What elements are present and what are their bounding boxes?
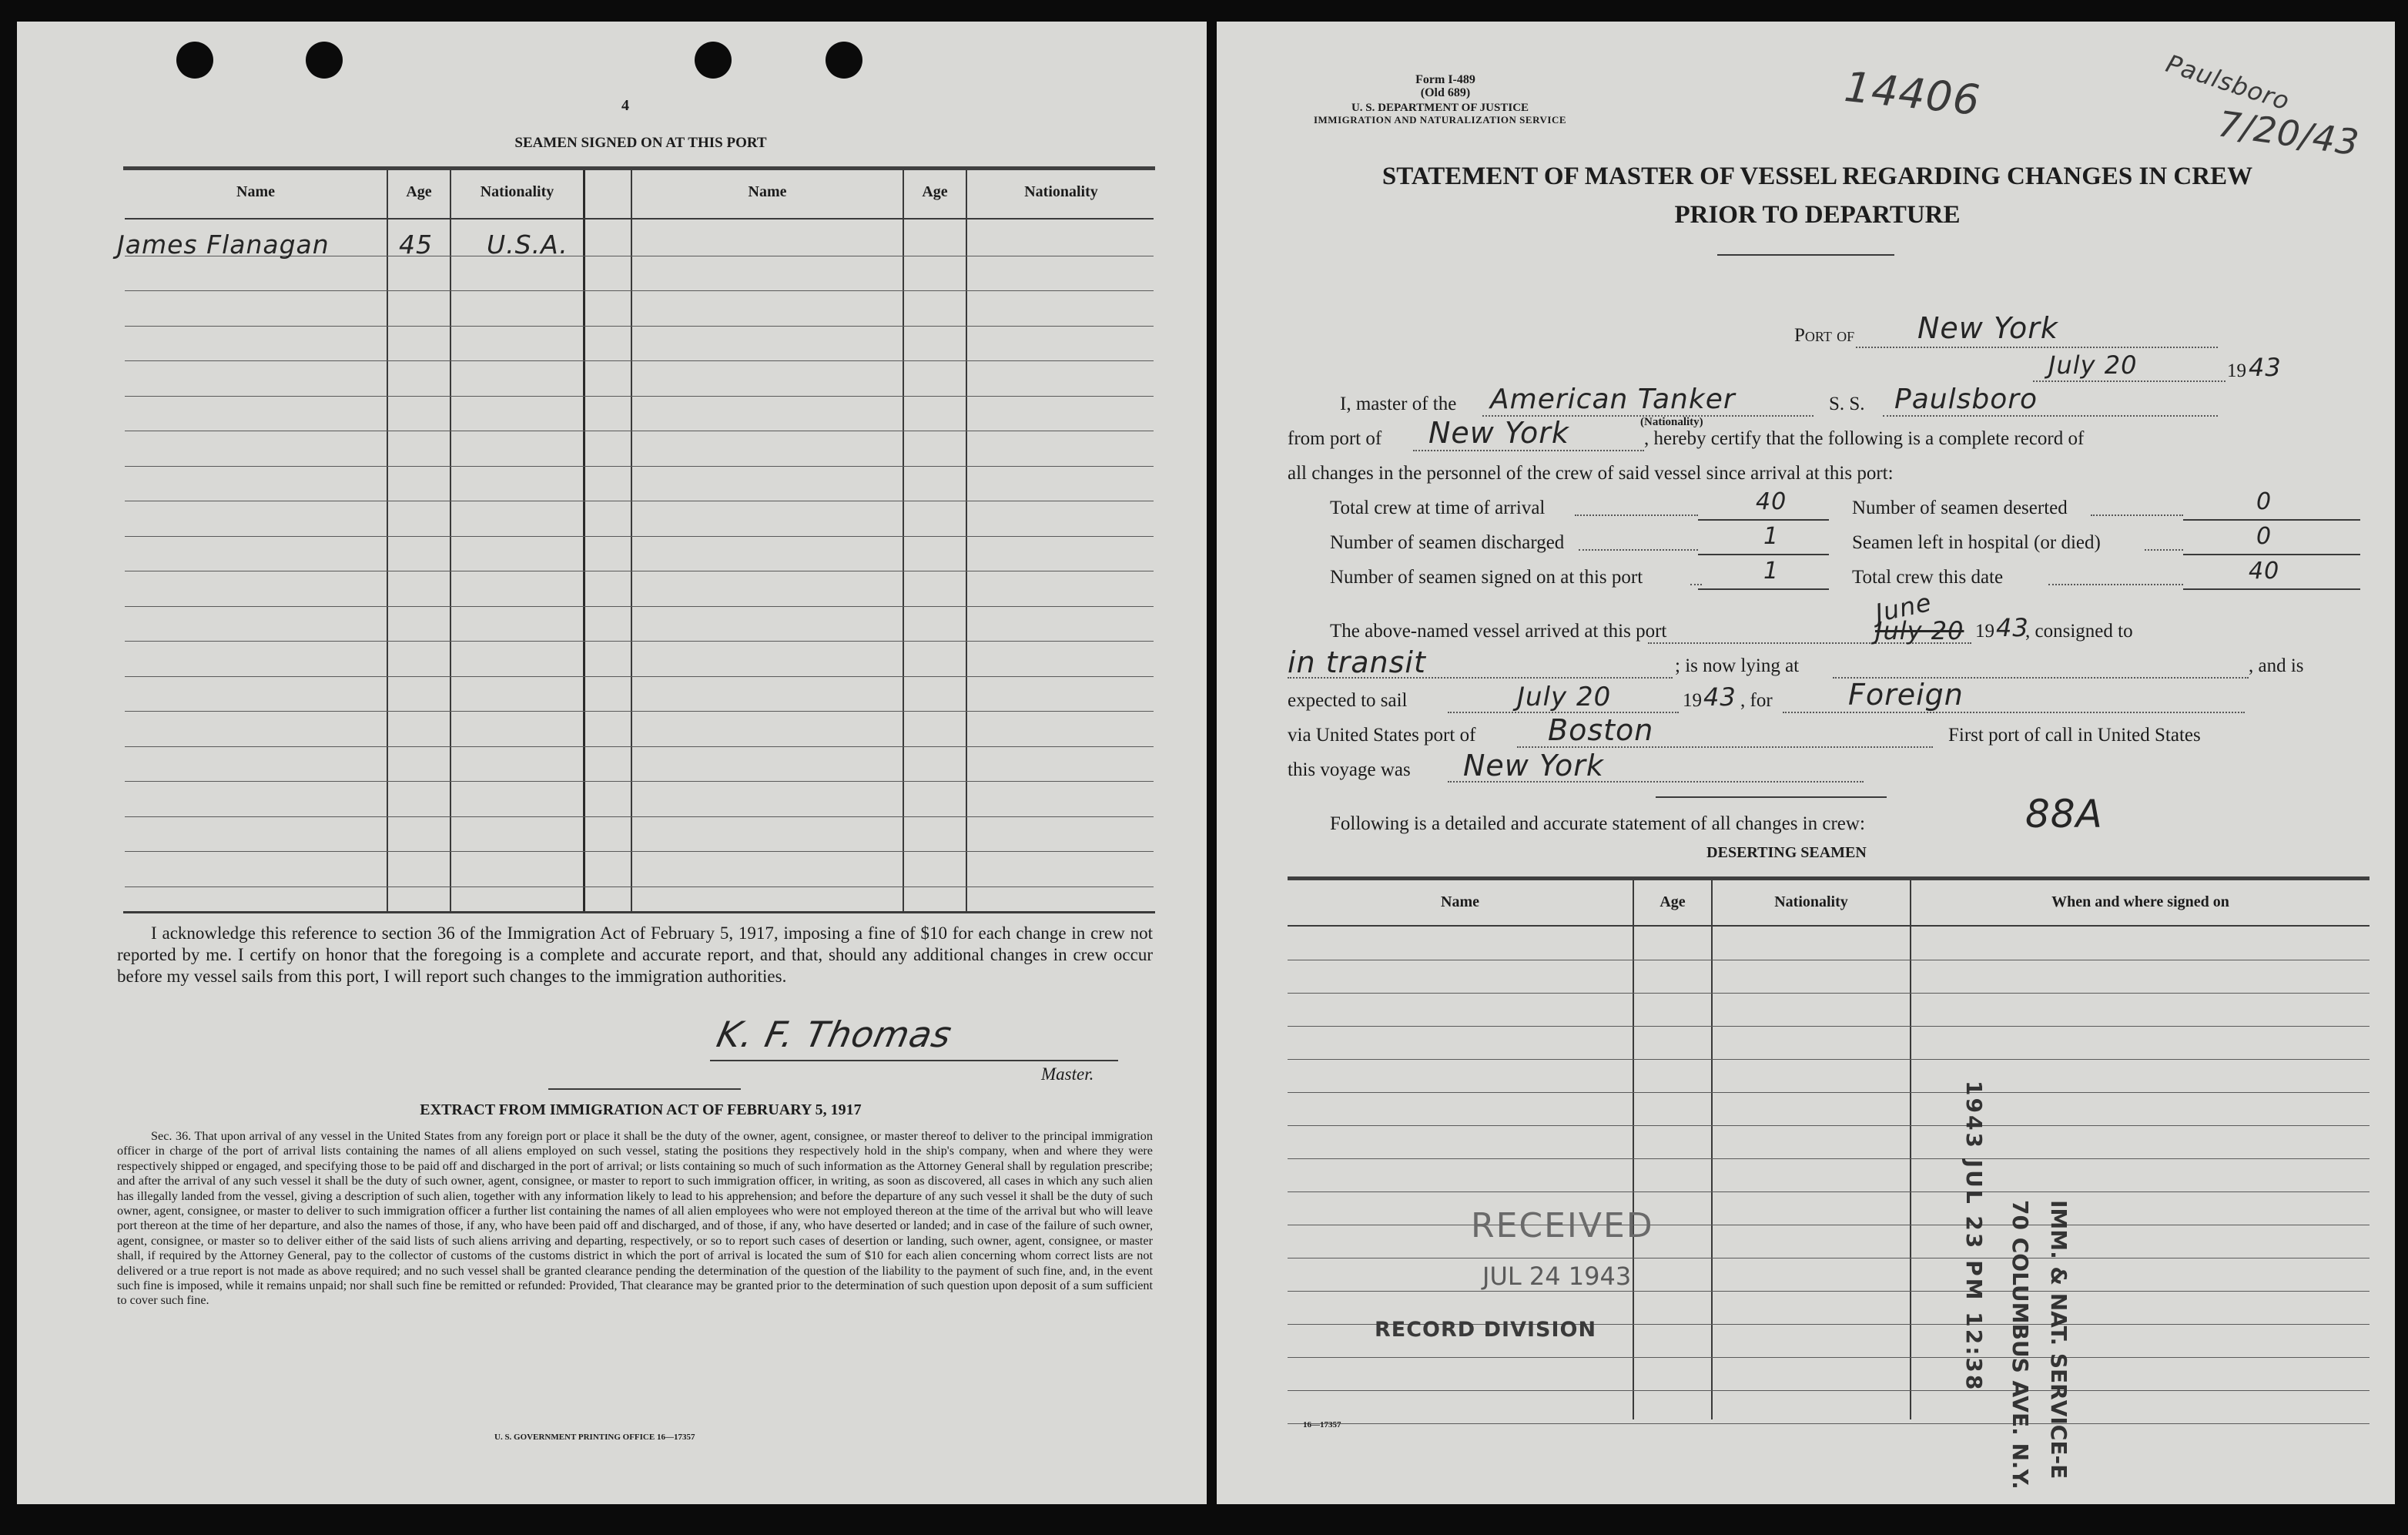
via-value: Boston	[1548, 713, 1654, 747]
nationality-caption: (Nationality)	[1640, 416, 1703, 428]
col-divider	[1633, 880, 1634, 1419]
table-cell-name: James Flanagan	[117, 230, 330, 260]
table-row-line	[125, 606, 1154, 607]
col-divider	[450, 170, 451, 911]
from-port-label: from port of	[1288, 428, 1382, 449]
dot-leader	[1690, 584, 1702, 585]
certification-text: I acknowledge this reference to section 36 of the Immigration Act of February 5, 1917, imposing a fine of $10 for each change in crew not reported by me. I certify on honor that the foregoing is a complete and accurate report, and that, should any additional changes in crew occur before my vessel sails from this port, I will report such changes to the immigration authorities.	[117, 923, 1153, 986]
stat-label: Seamen left in hospital (or died)	[1852, 532, 2101, 553]
consignee-value: in transit	[1288, 645, 1426, 679]
divider	[548, 1088, 741, 1090]
year-value: 43	[2249, 353, 2282, 382]
divider	[1656, 796, 1887, 798]
fill-line	[1856, 347, 2218, 348]
col-divider	[1910, 880, 1911, 1419]
stat-value: 0	[2256, 523, 2272, 550]
signature-title: Master.	[1041, 1064, 1094, 1084]
master-label: I, master of the	[1340, 394, 1457, 414]
master-signature: K. F. Thomas	[713, 1014, 956, 1055]
fill-line	[2033, 380, 2225, 382]
table-row-line	[125, 746, 1154, 747]
arrived-value: July 20	[1875, 616, 1964, 645]
deserting-title: DESERTING SEAMEN	[1706, 844, 1867, 861]
dot-leader	[1575, 514, 1698, 516]
col-divider	[1711, 880, 1713, 1419]
col-divider	[583, 170, 585, 911]
stat-value: 1	[1763, 523, 1780, 550]
handwritten-number: 14406	[1842, 62, 1983, 126]
col-header-age: Age	[922, 183, 948, 200]
table-row-line	[125, 326, 1154, 327]
stat-value: 0	[2256, 488, 2272, 515]
table-bottom-rule	[123, 911, 1155, 913]
ship-value: Paulsboro	[1894, 384, 2038, 415]
fill-line	[2183, 588, 2360, 590]
consigned-label: , consigned to	[2025, 621, 2133, 642]
table-row-line	[125, 816, 1154, 817]
record-division-stamp: RECORD DIVISION	[1375, 1318, 1597, 1342]
stat-label: Number of seamen signed on at this port	[1330, 567, 1643, 588]
received-stamp-date: JUL 24 1943	[1482, 1262, 1632, 1291]
port-value: New York	[1917, 311, 2058, 345]
date-value: July 20	[2048, 350, 2138, 380]
table-top-rule	[1288, 876, 2369, 880]
col-header-when-where: When and where signed on	[2051, 893, 2229, 910]
table-row-line	[1288, 1158, 2369, 1159]
sail-value: July 20	[1517, 682, 1612, 712]
col-header-nationality: Nationality	[1024, 183, 1098, 200]
stat-value: 1	[1763, 558, 1780, 585]
col-header-age: Age	[406, 183, 432, 200]
punch-hole	[695, 42, 732, 79]
port-label: Port of	[1794, 325, 1855, 346]
extract-text: Sec. 36. That upon arrival of any vessel in the United States from any foreign port or place it shall be the duty of the owner, agent, consignee, or master thereof to deliver to the principal immigration officer in charge of the port of arrival lists containing the names of all aliens employed on such vessel, stating the positions they respectively hold in the ship's company, when and where they were respectively shipped or engaged, and specifying those to be paid off and discharged in the port of arrival; or lists containing so much of such information as the Attorney General shall by regulation prescribe; and after the arrival of any such vessel it shall be the duty of such owner, agent, consignee, or master to report to such immigration officer, in writing, as soon as discovered, all cases in which any such alien has illegally landed from the vessel, giving a description of such alien, together with any information likely to lead to his apprehension; and before the departure of any such vessel it shall be the duty of such owner, agent, consignee, or master to deliver to such immigration officer a further list containing the names of all alien employees who were not employed thereon at the time of the arrival but who will leave port thereon at the time of her departure, and also the names of those, if any, who have been paid off and discharged, and of those, if any, who have deserted or landed; and in case of the failure of such owner, agent, consignee, or master so to deliver either of the said lists of such aliens arriving and departing, respectively, or so to report such cases of desertion or landing, such owner, agent, consignee, or master shall, if required by the Attorney General, pay to the collector of customs of the customs district in which the port of arrival is located the sum of $10 for each alien concerning whom correct lists are not delivered or a true report is not made as above required; and no such vessel shall be granted clearance pending the determination of the question of the liability to the payment of such fine, and, in the event such fine is imposed, while it remains unpaid; nor shall such fine be remitted or refunded: Provided, That clearance may be granted prior to the determination of such question upon deposit of a sum sufficient to cover such fine.	[117, 1129, 1153, 1308]
signature-line	[710, 1060, 1118, 1061]
form-title: STATEMENT OF MASTER OF VESSEL REGARDING CHANGES IN CREW	[1382, 163, 2253, 190]
stat-label: Number of seamen deserted	[1852, 498, 2068, 518]
year-prefix: 19	[1975, 621, 1994, 642]
stat-value: 40	[2249, 558, 2280, 585]
voyage-label: this voyage was	[1288, 759, 1411, 780]
col-header-nationality: Nationality	[1774, 893, 1848, 910]
dot-leader	[2145, 549, 2183, 551]
fill-line	[1698, 519, 1829, 521]
right-page	[1217, 22, 2395, 1504]
nationality-value: American Tanker	[1490, 384, 1736, 415]
table-row-line	[125, 676, 1154, 677]
service: IMMIGRATION AND NATURALIZATION SERVICE	[1313, 114, 1567, 126]
certify-text-2: all changes in the personnel of the crew of said vessel since arrival at this port:	[1288, 463, 1894, 484]
table-row-line	[1288, 1390, 2369, 1391]
fill-line	[1698, 588, 1829, 590]
form-old-number: (Old 689)	[1420, 86, 1471, 99]
divider	[1717, 254, 1894, 256]
handwritten-date-note: 7/20/43	[2215, 102, 2363, 164]
punch-hole	[176, 42, 213, 79]
table-row-line	[125, 466, 1154, 467]
table-row-line	[1288, 1026, 2369, 1027]
lying-label: ; is now lying at	[1675, 655, 1800, 676]
via-label: via United States port of	[1288, 725, 1476, 746]
handwritten-code: 88A	[2025, 792, 2103, 836]
table-row-line	[125, 886, 1154, 887]
year-prefix: 19	[2227, 360, 2246, 381]
header-rule	[125, 218, 1154, 220]
col-header-name: Name	[1441, 893, 1479, 910]
table-row-line	[1288, 1357, 2369, 1358]
fill-line	[2183, 519, 2360, 521]
fill-line	[1698, 554, 1829, 555]
table-cell-age: 45	[399, 230, 433, 260]
fill-line	[2183, 554, 2360, 555]
for-label: , for	[1740, 690, 1773, 711]
voyage-value: New York	[1463, 749, 1604, 783]
destination-value: Foreign	[1848, 678, 1964, 712]
col-divider	[966, 170, 967, 911]
header-rule	[1288, 925, 2369, 927]
fill-line	[1783, 712, 2245, 713]
col-divider	[387, 170, 388, 911]
table-row-line	[125, 781, 1154, 782]
table-row-line	[1288, 1092, 2369, 1093]
section-title: SEAMEN SIGNED ON AT THIS PORT	[514, 135, 767, 151]
form-number: Form I-489	[1415, 73, 1475, 86]
col-header-age: Age	[1659, 893, 1686, 910]
ss-label: S. S.	[1829, 394, 1865, 414]
footer-code: 16—17357	[1303, 1420, 1341, 1429]
sail-year: 43	[1703, 682, 1737, 712]
table-row-line	[1288, 1423, 2369, 1424]
fill-line	[1883, 415, 2218, 417]
arrived-year: 43	[1996, 613, 2029, 642]
table-row-line	[125, 641, 1154, 642]
department: U. S. DEPARTMENT OF JUSTICE	[1351, 102, 1529, 114]
stat-label: Total crew at time of arrival	[1330, 498, 1546, 518]
table-row-line	[1288, 1191, 2369, 1192]
stat-label: Total crew this date	[1852, 567, 2004, 588]
arrived-label: The above-named vessel arrived at this port	[1330, 621, 1667, 642]
service-stamp-line-1: IMM. & NAT. SERVICE-E	[2046, 1200, 2071, 1480]
dot-leader	[1579, 549, 1698, 551]
service-stamp-line-2: 70 COLUMBUS AVE. N.Y.	[2008, 1200, 2033, 1490]
and-is-label: , and is	[2249, 655, 2304, 676]
form-id	[1384, 73, 1507, 99]
table-row-line	[125, 290, 1154, 291]
handwritten-ship-note: Paulsboro	[2162, 49, 2294, 116]
table-row-line	[125, 396, 1154, 397]
arrived-correction: June	[1872, 587, 1934, 628]
stat-label: Number of seamen discharged	[1330, 532, 1565, 553]
dot-leader	[2091, 514, 2183, 516]
punch-hole	[826, 42, 862, 79]
year-prefix: 19	[1683, 690, 1702, 711]
extract-title: EXTRACT FROM IMMIGRATION ACT OF FEBRUARY 5, 1917	[420, 1101, 862, 1118]
page-number: 4	[621, 97, 629, 114]
table-row-line	[125, 536, 1154, 537]
table-row-line	[1288, 1125, 2369, 1126]
table-cell-nationality: U.S.A.	[487, 230, 568, 260]
from-port-value: New York	[1428, 416, 1569, 450]
col-divider	[903, 170, 904, 911]
punch-hole	[306, 42, 343, 79]
first-port-label: First port of call in United States	[1948, 725, 2201, 746]
received-stamp: RECEIVED	[1471, 1206, 1654, 1245]
table-top-rule	[123, 166, 1155, 170]
printer-line: U. S. GOVERNMENT PRINTING OFFICE 16—17357	[494, 1433, 695, 1442]
col-header-nationality: Nationality	[480, 183, 554, 200]
table-row-line	[125, 711, 1154, 712]
form-subtitle: PRIOR TO DEPARTURE	[1674, 201, 1961, 229]
col-divider	[631, 170, 632, 911]
dot-leader	[2048, 584, 2183, 585]
certify-text: , hereby certify that the following is a complete record of	[1644, 428, 2085, 449]
left-page	[17, 22, 1207, 1504]
col-header-name: Name	[236, 183, 275, 200]
table-row-line	[1288, 993, 2369, 994]
col-header-name: Name	[748, 183, 787, 200]
time-stamp: 1943 JUL 23 PM 12:38	[1961, 1081, 1987, 1393]
table-row-line	[125, 360, 1154, 361]
table-row-line	[1288, 1291, 2369, 1292]
table-row-line	[1288, 1059, 2369, 1060]
stat-value: 40	[1756, 488, 1787, 515]
fill-line	[1413, 450, 1644, 451]
table-row-line	[125, 851, 1154, 852]
following-label: Following is a detailed and accurate statement of all changes in crew:	[1330, 813, 1865, 834]
expected-label: expected to sail	[1288, 690, 1408, 711]
